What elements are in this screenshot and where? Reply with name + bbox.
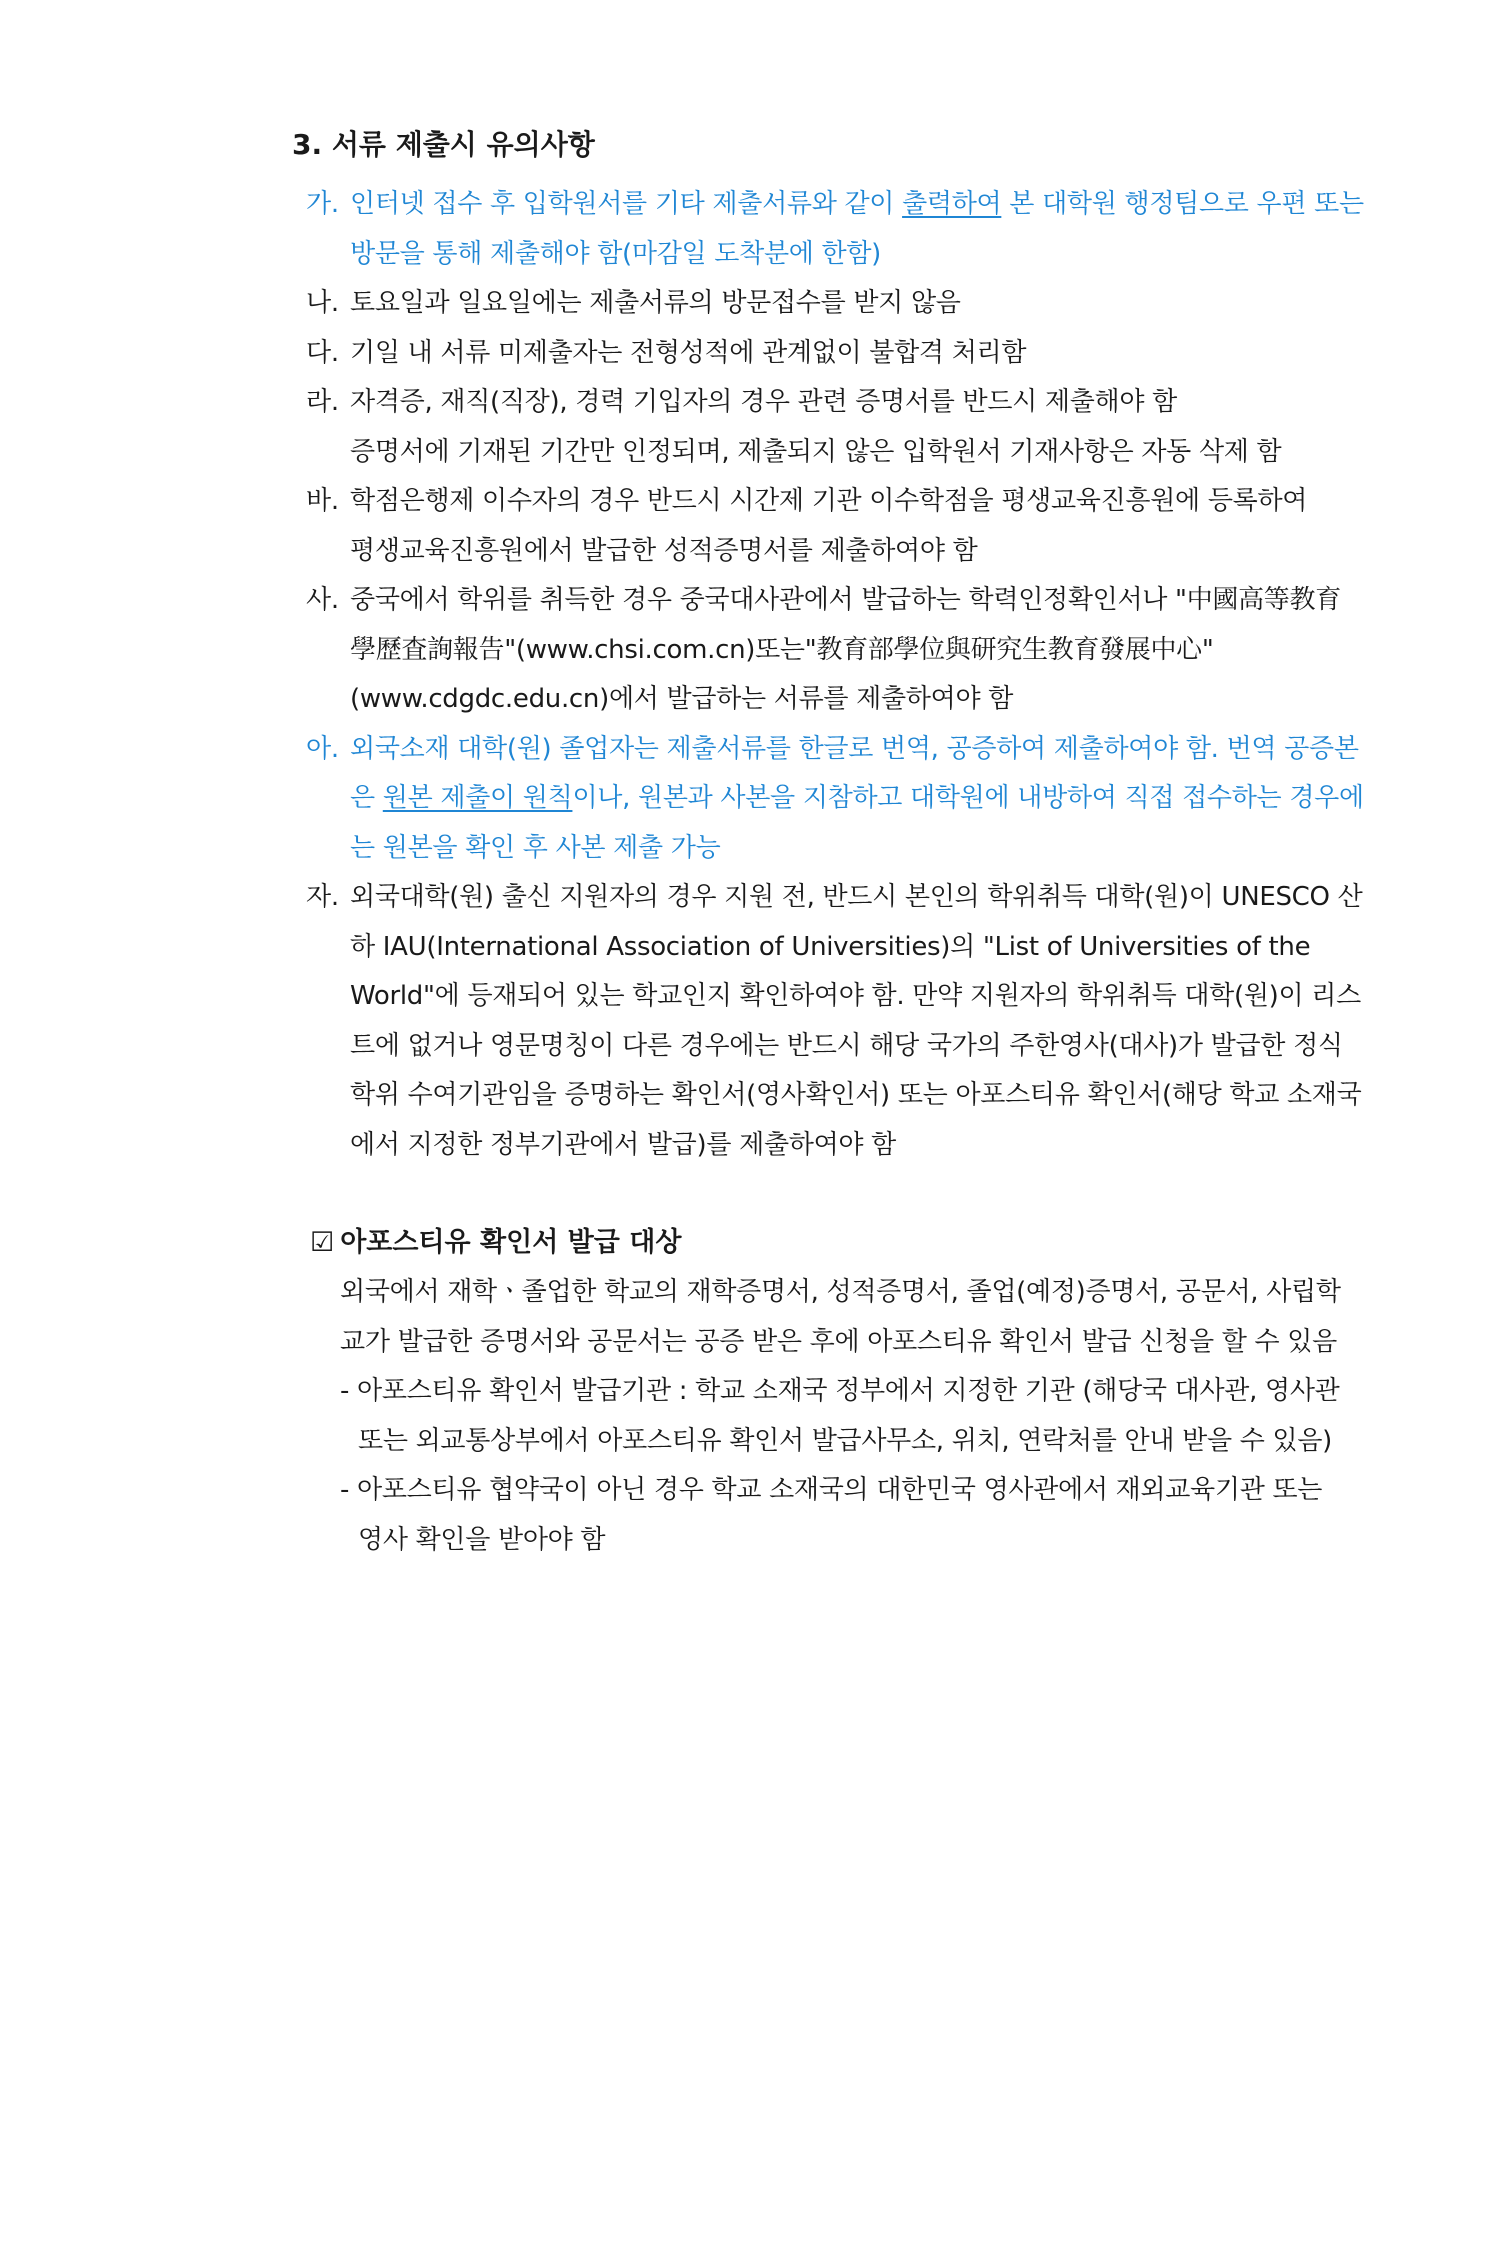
item-line: 하 IAU(International Association of Universities)의 "List of Universities of the	[350, 931, 1311, 962]
item-line: (www.cdgdc.edu.cn)에서 발급하는 서류를 제출하여야 함	[350, 684, 1014, 714]
item-line: 토요일과 일요일에는 제출서류의 방문접수를 받지 않음	[350, 288, 961, 318]
apostille-body	[340, 1268, 1460, 1565]
underlined-text: 출력하여	[902, 189, 1002, 219]
item-text: 본 대학원 행정팀으로 우편 또는	[1001, 189, 1364, 219]
bullet-line: 영사 확인을 받아야 함	[358, 1524, 606, 1555]
item-line: 중국에서 학위를 취득한 경우 중국대사관에서 발급하는 학력인정확인서나 "中國高等教育	[350, 585, 1341, 615]
list-item-ja	[306, 873, 1446, 1170]
item-line: 학위 수여기관임을 증명하는 확인서(영사확인서) 또는 아포스티유 확인서(해당 학교 소재국	[350, 1080, 1362, 1110]
item-text: 이나, 원본과 사본을 지참하고 대학원에 내방하여 직접 접수하는 경우에	[572, 783, 1364, 813]
bullet-line: - 아포스티유 확인서 발급기관 : 학교 소재국 정부에서 지정한 기관 (해당국 대사관, 영사관	[340, 1376, 1340, 1406]
item-line	[350, 774, 1446, 824]
list-item-ga	[306, 180, 1446, 279]
item-line: 평생교육진흥원에서 발급한 성적증명서를 제출하여야 함	[350, 535, 978, 566]
item-line	[350, 180, 1446, 230]
paragraph-line: 외국에서 재학ㆍ졸업한 학교의 재학증명서, 성적증명서, 졸업(예정)증명서, 공문서, 사립학	[340, 1277, 1341, 1307]
apostille-heading	[310, 1220, 681, 1266]
list-item-ra	[306, 378, 1446, 477]
apostille-title: 아포스티유 확인서 발급 대상	[340, 1227, 682, 1258]
item-line: World"에 등재되어 있는 학교인지 확인하여야 함. 만약 지원자의 학위취득 대학(원)이 리스	[350, 981, 1361, 1011]
bullet-line: - 아포스티유 협약국이 아닌 경우 학교 소재국의 대한민국 영사관에서 재외교육기관 또는	[340, 1475, 1323, 1505]
item-marker: 라.	[306, 387, 339, 417]
item-line: 학점은행제 이수자의 경우 반드시 시간제 기관 이수학점을 평생교육진흥원에 등록하여	[350, 486, 1308, 516]
item-text: 은	[350, 783, 383, 813]
item-line: 외국대학(원) 출신 지원자의 경우 지원 전, 반드시 본인의 학위취득 대학(원)이 UNESCO 산	[350, 882, 1363, 912]
item-marker: 사.	[306, 585, 339, 615]
list-item-na	[306, 279, 1446, 329]
list-item-sa	[306, 576, 1446, 725]
item-line: 트에 없거나 영문명칭이 다른 경우에는 반드시 해당 국가의 주한영사(대사)가 발급한 정식	[350, 1030, 1343, 1061]
item-line: 는 원본을 확인 후 사본 제출 가능	[350, 832, 721, 863]
item-marker: 바.	[306, 486, 339, 516]
section-title: 3. 서류 제출시 유의사항	[292, 128, 595, 161]
item-marker: 자.	[306, 882, 339, 912]
item-line: 외국소재 대학(원) 졸업자는 제출서류를 한글로 번역, 공증하여 제출하여야 함. 번역 공증본	[350, 733, 1359, 764]
item-line: 증명서에 기재된 기간만 인정되며, 제출되지 않은 입학원서 기재사항은 자동 삭제 함	[350, 436, 1282, 467]
item-line: 學歷査詢報告"(www.chsi.com.cn)또는"教育部學位與研究生教育發展中心"	[350, 634, 1214, 665]
item-marker: 다.	[306, 337, 339, 368]
list-item-da	[306, 329, 1446, 379]
item-marker: 아.	[306, 733, 339, 764]
item-marker: 나.	[306, 288, 339, 318]
list-item-a	[306, 725, 1446, 874]
bullet-line: 또는 외교통상부에서 아포스티유 확인서 발급사무소, 위치, 연락처를 안내 받을 수 있음)	[358, 1425, 1332, 1456]
item-marker: 가.	[306, 189, 339, 219]
item-text: 인터넷 접수 후 입학원서를 기타 제출서류와 같이	[350, 189, 903, 219]
checkbox-icon: ☑	[310, 1227, 335, 1258]
item-line: 에서 지정한 정부기관에서 발급)를 제출하여야 함	[350, 1129, 896, 1160]
list-item-ba	[306, 477, 1446, 576]
item-line: 방문을 통해 제출해야 함(마감일 도착분에 한함)	[350, 238, 882, 269]
paragraph-line: 교가 발급한 증명서와 공문서는 공증 받은 후에 아포스티유 확인서 발급 신청을 할 수 있음	[340, 1326, 1337, 1357]
precautions-list	[306, 180, 1446, 1170]
underlined-text: 원본 제출이 원칙	[382, 783, 573, 813]
item-line: 기일 내 서류 미제출자는 전형성적에 관계없이 불합격 처리함	[350, 337, 1027, 368]
item-line: 자격증, 재직(직장), 경력 기입자의 경우 관련 증명서를 반드시 제출해야 함	[350, 387, 1177, 417]
